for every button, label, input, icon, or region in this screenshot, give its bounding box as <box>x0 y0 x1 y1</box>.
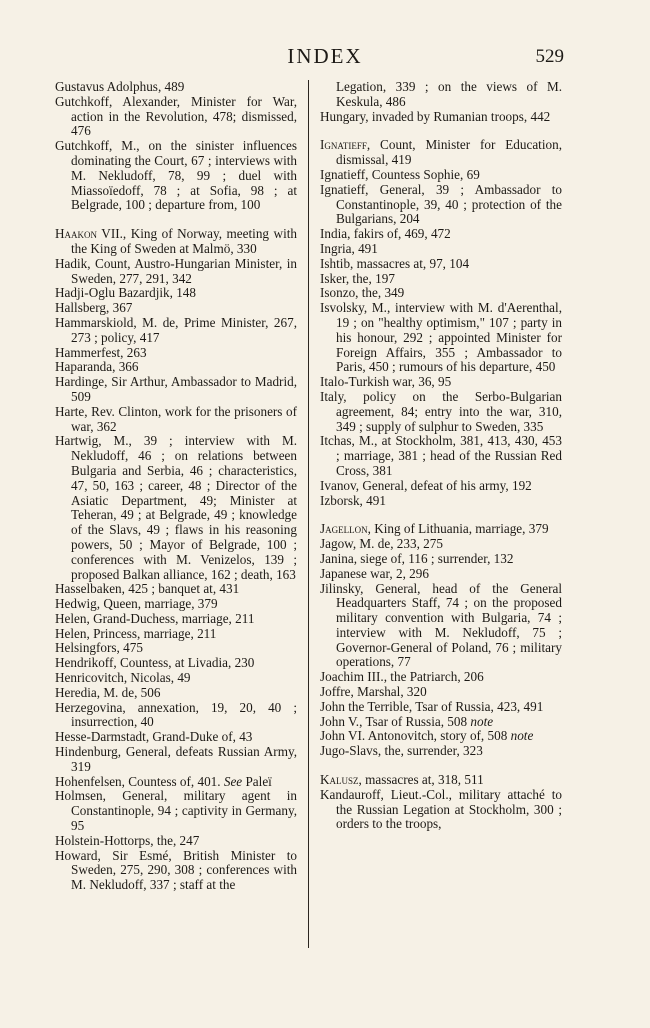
index-entry <box>320 729 562 744</box>
entry-text: Haparanda, 366 <box>55 359 139 375</box>
entry-text: John V., Tsar of Russia, 508 <box>320 713 471 729</box>
entry-text: Itchas, M., at Stockholm, 381, 413, 430, 453 ; marriage, 381 ; head of the Russian Red Cross, 381 <box>320 433 562 478</box>
letter-gap <box>55 213 297 227</box>
index-entry <box>320 110 562 125</box>
index-entry <box>55 745 297 775</box>
entry-text: Japanese war, 2, 296 <box>320 565 429 581</box>
entry-text: Howard, Sir Esmé, British Minister to Sweden, 275, 290, 308 ; conferences with M. Nekludoff, 337 ; staff at the <box>55 847 297 893</box>
entry-text: Ivanov, General, defeat of his army, 192 <box>320 477 532 493</box>
entry-text: Jilinsky, General, head of the General Headquarters Staff, 74 ; on the proposed military convention with Bulgaria, 74 ; interview with M. Nekludoff, 75 ; Governor-General of Poland, 76 ; military operations, 77 <box>320 580 562 670</box>
entry-text: Hungary, invaded by Rumanian troops, 442 <box>320 108 551 124</box>
letter-gap <box>320 759 562 773</box>
entry-headword: Haakon <box>55 226 98 242</box>
entry-text: Ingria, 491 <box>320 240 378 256</box>
index-entry <box>320 567 562 582</box>
entry-note: note <box>510 728 534 744</box>
entry-text: Hendrikoff, Countess, at Livadia, 230 <box>55 655 255 671</box>
index-entry <box>320 670 562 685</box>
entry-text: Hasselbaken, 425 ; banquet at, 431 <box>55 581 240 597</box>
index-entry <box>320 227 562 242</box>
index-entry <box>55 405 297 435</box>
entry-text: Hammarskiold, M. de, Prime Minister, 267, 273 ; policy, 417 <box>55 314 297 345</box>
index-entry <box>55 360 297 375</box>
entry-text: Legation, 339 ; on the views of M. Keskula, 486 <box>336 79 562 109</box>
index-entry <box>320 390 562 434</box>
index-entry <box>55 834 297 849</box>
entry-text: Kandauroff, Lieut.-Col., military attaché to the Russian Legation at Stockholm, 300 ; orders to the troops, <box>320 786 562 832</box>
entry-text: Hindenburg, General, defeats Russian Army, 319 <box>55 744 297 774</box>
entry-text: Holmsen, General, military agent in Constantinople, 94 ; captivity in Germany, 95 <box>55 788 297 834</box>
entry-text: Harte, Rev. Clinton, work for the prisoners of war, 362 <box>55 403 297 434</box>
index-entry <box>320 434 562 478</box>
index-entry <box>320 138 562 168</box>
entry-text: , King of Lithuania, marriage, 379 <box>367 521 549 537</box>
entry-text: Holstein-Hottorps, the, 247 <box>55 832 200 848</box>
index-entry <box>320 242 562 257</box>
entry-text: Gutchkoff, M., on the sinister influences dominating the Court, 67 ; interviews with M. Nekludoff, 78, 99 ; duel with Miassoïedoff, 78 ; at Sofia, 98 ; at Belgrade, 100 ; departure from, 100 <box>55 138 297 213</box>
entry-headword: Kalusz <box>320 772 359 788</box>
page-number: 529 <box>535 46 564 67</box>
index-entry <box>55 849 297 893</box>
index-entry <box>55 95 297 139</box>
entry-text: Hammerfest, 263 <box>55 344 147 360</box>
entry-note: See <box>223 773 243 789</box>
index-entry <box>55 775 297 790</box>
entry-text: Ignatieff, Countess Sophie, 69 <box>320 166 480 182</box>
index-entry <box>55 257 297 287</box>
entry-headword: Jagellon <box>320 521 368 537</box>
entry-headword: Ignatieff <box>320 137 367 153</box>
index-entry <box>55 671 297 686</box>
column-divider <box>308 80 309 948</box>
index-entry <box>320 375 562 390</box>
entry-text: Hohenfelsen, Countess of, 401. <box>55 773 224 789</box>
index-entry <box>55 301 297 316</box>
letter-gap <box>320 124 562 138</box>
entry-text: Joachim III., the Patriarch, 206 <box>320 669 484 685</box>
entry-text: Hedwig, Queen, marriage, 379 <box>55 596 218 612</box>
index-entry <box>55 316 297 346</box>
index-entry <box>55 612 297 627</box>
index-entry <box>55 375 297 405</box>
index-entry <box>55 686 297 701</box>
entry-text: Jugo-Slavs, the, surrender, 323 <box>320 743 483 759</box>
index-entry <box>55 227 297 257</box>
entry-text: Isvolsky, M., interview with M. d'Aerenthal, 19 ; on "healthy optimism," 107 ; party in his honour, 292 ; appointed Minister for Foreign Affairs, 355 ; Ambassador to Paris, 450 ; rumours of his departure, 450 <box>320 300 562 375</box>
index-entry <box>320 479 562 494</box>
entry-text: , Count, Minister for Education, dismissal, 419 <box>336 137 562 168</box>
entry-text: Ishtib, massacres at, 97, 104 <box>320 255 470 271</box>
index-entry <box>320 715 562 730</box>
index-entry <box>320 582 562 671</box>
entry-text: Gutchkoff, Alexander, Minister for War, action in the Revolution, 478; dismissed, 476 <box>55 93 297 139</box>
index-entry <box>320 522 562 537</box>
index-entry <box>55 701 297 731</box>
index-entry <box>320 183 562 227</box>
index-entry <box>320 788 562 832</box>
entry-text: Hadji-Oglu Bazardjik, 148 <box>55 285 196 301</box>
entry-text: Helsingfors, 475 <box>55 640 143 656</box>
index-entry <box>320 744 562 759</box>
entry-text: India, fakirs of, 469, 472 <box>320 226 451 242</box>
entry-text: Hardinge, Sir Arthur, Ambassador to Madrid, 509 <box>55 374 297 404</box>
entry-text: Jagow, M. de, 233, 275 <box>320 536 443 552</box>
index-entry <box>55 597 297 612</box>
entry-text: Hallsberg, 367 <box>55 300 133 316</box>
entry-text: Isonzo, the, 349 <box>320 285 405 301</box>
entry-text: Henricovitch, Nicolas, 49 <box>55 670 191 686</box>
running-head <box>0 40 650 70</box>
index-entry <box>55 80 297 95</box>
entry-text: Joffre, Marshal, 320 <box>320 684 427 700</box>
index-entry <box>55 656 297 671</box>
entry-text: John the Terrible, Tsar of Russia, 423, 491 <box>320 698 544 714</box>
index-entry-continued <box>320 80 562 110</box>
index-entry <box>55 582 297 597</box>
entry-text: Helen, Princess, marriage, 211 <box>55 625 217 641</box>
entry-text: Hesse-Darmstadt, Grand-Duke of, 43 <box>55 729 253 745</box>
index-entry <box>55 627 297 642</box>
entry-tail: Paleï <box>242 773 272 789</box>
index-entry <box>320 773 562 788</box>
entry-text: Hartwig, M., 39 ; interview with M. Nekludoff, 46 ; on relations between Bulgaria and Serbia, 46 ; characteristics, 47, 50, 163 ; career, 48 ; Director of the Asiatic Department, 49; Minister at Teheran, 49 ; at Belgrade, 49 ; knowledge of the Slavs, 49 ; flaws in his reasoning powers, 50 ; Mayor of Belgrade, 100 ; conferences with M. Venizelos, 139 ; proposed Balkan alliance, 162 ; death, 163 <box>55 433 297 582</box>
entry-text: Hadik, Count, Austro-Hungarian Minister, in Sweden, 277, 291, 342 <box>55 255 297 286</box>
entry-text: Gustavus Adolphus, 489 <box>55 79 185 94</box>
index-entry <box>320 537 562 552</box>
index-column-left <box>55 80 297 893</box>
index-entry <box>55 730 297 745</box>
index-entry <box>320 700 562 715</box>
index-entry <box>55 434 297 582</box>
entry-text: VII., King of Norway, meeting with the King of Sweden at Malmö, 330 <box>71 226 297 256</box>
index-entry <box>320 552 562 567</box>
letter-gap <box>320 508 562 522</box>
entry-text: Helen, Grand-Duchess, marriage, 211 <box>55 610 255 626</box>
index-entry <box>320 257 562 272</box>
index-entry <box>55 641 297 656</box>
entry-text: Isker, the, 197 <box>320 270 395 286</box>
index-entry <box>320 685 562 700</box>
entry-text: Izborsk, 491 <box>320 492 386 508</box>
entry-text: Heredia, M. de, 506 <box>55 684 161 700</box>
index-entry <box>55 346 297 361</box>
index-column-right <box>320 80 562 832</box>
entry-text: Italy, policy on the Serbo-Bulgarian agreement, 84; entry into the war, 310, 349 ; supply of sulphur to Sweden, 335 <box>320 388 562 434</box>
entry-text: Janina, siege of, 116 ; surrender, 132 <box>320 550 514 566</box>
index-entry <box>320 301 562 375</box>
index-entry <box>55 139 297 213</box>
index-entry <box>320 272 562 287</box>
index-entry <box>320 286 562 301</box>
entry-text: Italo-Turkish war, 36, 95 <box>320 374 452 390</box>
index-entry <box>320 494 562 509</box>
index-entry <box>320 168 562 183</box>
index-entry <box>55 286 297 301</box>
entry-text: Ignatieff, General, 39 ; Ambassador to Constantinople, 39, 40 ; protection of the Bulgarians, 204 <box>320 181 562 227</box>
entry-note: note <box>470 713 494 729</box>
entry-text: , massacres at, 318, 511 <box>358 772 484 788</box>
index-entry <box>55 789 297 833</box>
entry-text: John VI. Antonovitch, story of, 508 <box>320 728 511 744</box>
page-title: INDEX <box>287 44 363 68</box>
entry-text: Herzegovina, annexation, 19, 20, 40 ; insurrection, 40 <box>55 699 297 730</box>
